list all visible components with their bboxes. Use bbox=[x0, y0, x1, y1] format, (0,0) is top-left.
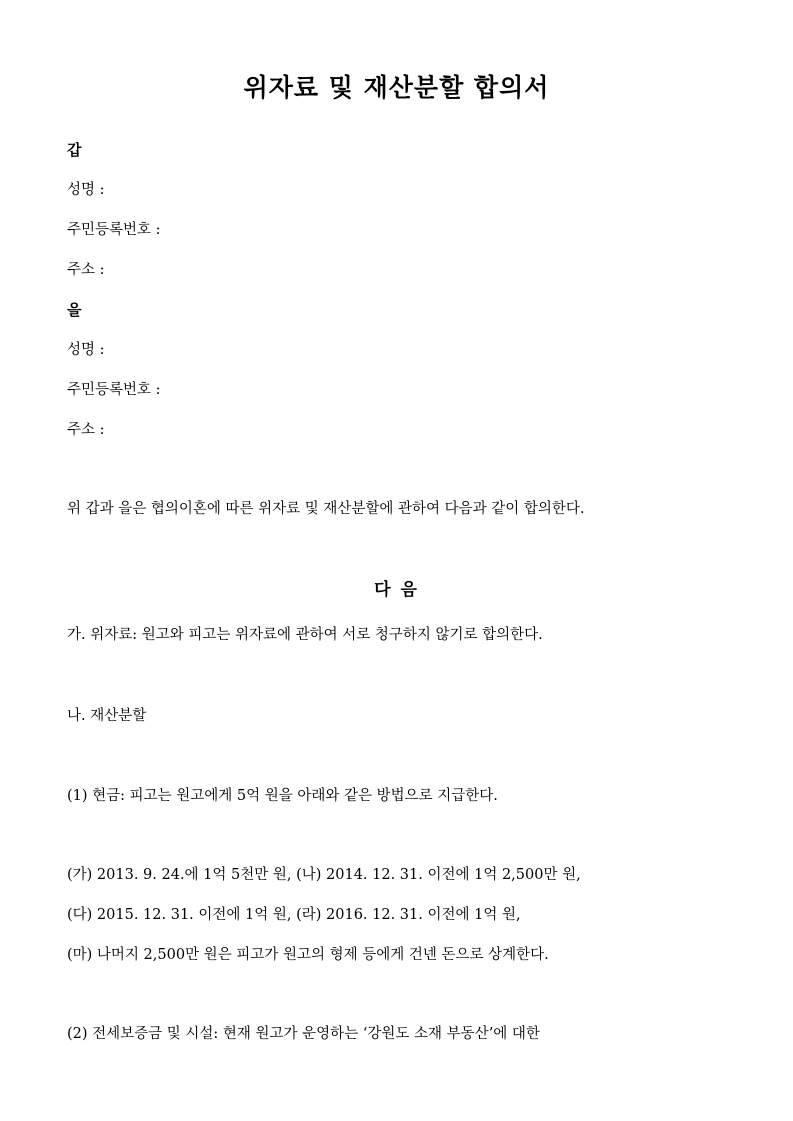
party-a-name-line: 성명 : bbox=[67, 182, 105, 198]
sub-item-1-line-2: (다) 2015. 12. 31. 이전에 1억 원, (라) 2016. 12. 31. 이전에 1억 원, bbox=[67, 907, 521, 923]
intro-paragraph: 위 갑과 을은 협의이혼에 따른 위자료 및 재산분할에 관하여 다음과 같이 합의한다. bbox=[67, 501, 585, 517]
section-heading: 다 음 bbox=[374, 580, 419, 600]
sub-item-2: (2) 전세보증금 및 시설: 현재 원고가 운영하는 ‘강원도 소재 부동산’에 대한 bbox=[67, 1026, 540, 1042]
party-a-rrn-line: 주민등록번호 : bbox=[67, 222, 161, 238]
party-b-label: 을 bbox=[67, 301, 82, 319]
item-na: 나. 재산분할 bbox=[67, 708, 147, 724]
party-b-address-line: 주소 : bbox=[67, 422, 105, 438]
party-b-name-line: 성명 : bbox=[67, 342, 105, 358]
sub-item-1-line-1: (가) 2013. 9. 24.에 1억 5천만 원, (나) 2014. 12. 31. 이전에 1억 2,500만 원, bbox=[67, 867, 581, 883]
sub-item-1-line-3: (마) 나머지 2,500만 원은 피고가 원고의 형제 등에게 건넨 돈으로 상계한다. bbox=[67, 947, 549, 963]
sub-item-1: (1) 현금: 피고는 원고에게 5억 원을 아래와 같은 방법으로 지급한다. bbox=[67, 788, 498, 804]
party-a-label: 갑 bbox=[67, 141, 82, 159]
document-title: 위자료 및 재산분할 합의서 bbox=[243, 73, 550, 102]
item-ga: 가. 위자료: 원고와 피고는 위자료에 관하여 서로 청구하지 않기로 합의한다. bbox=[67, 627, 543, 643]
party-b-rrn-line: 주민등록번호 : bbox=[67, 382, 161, 398]
party-a-address-line: 주소 : bbox=[67, 262, 105, 278]
